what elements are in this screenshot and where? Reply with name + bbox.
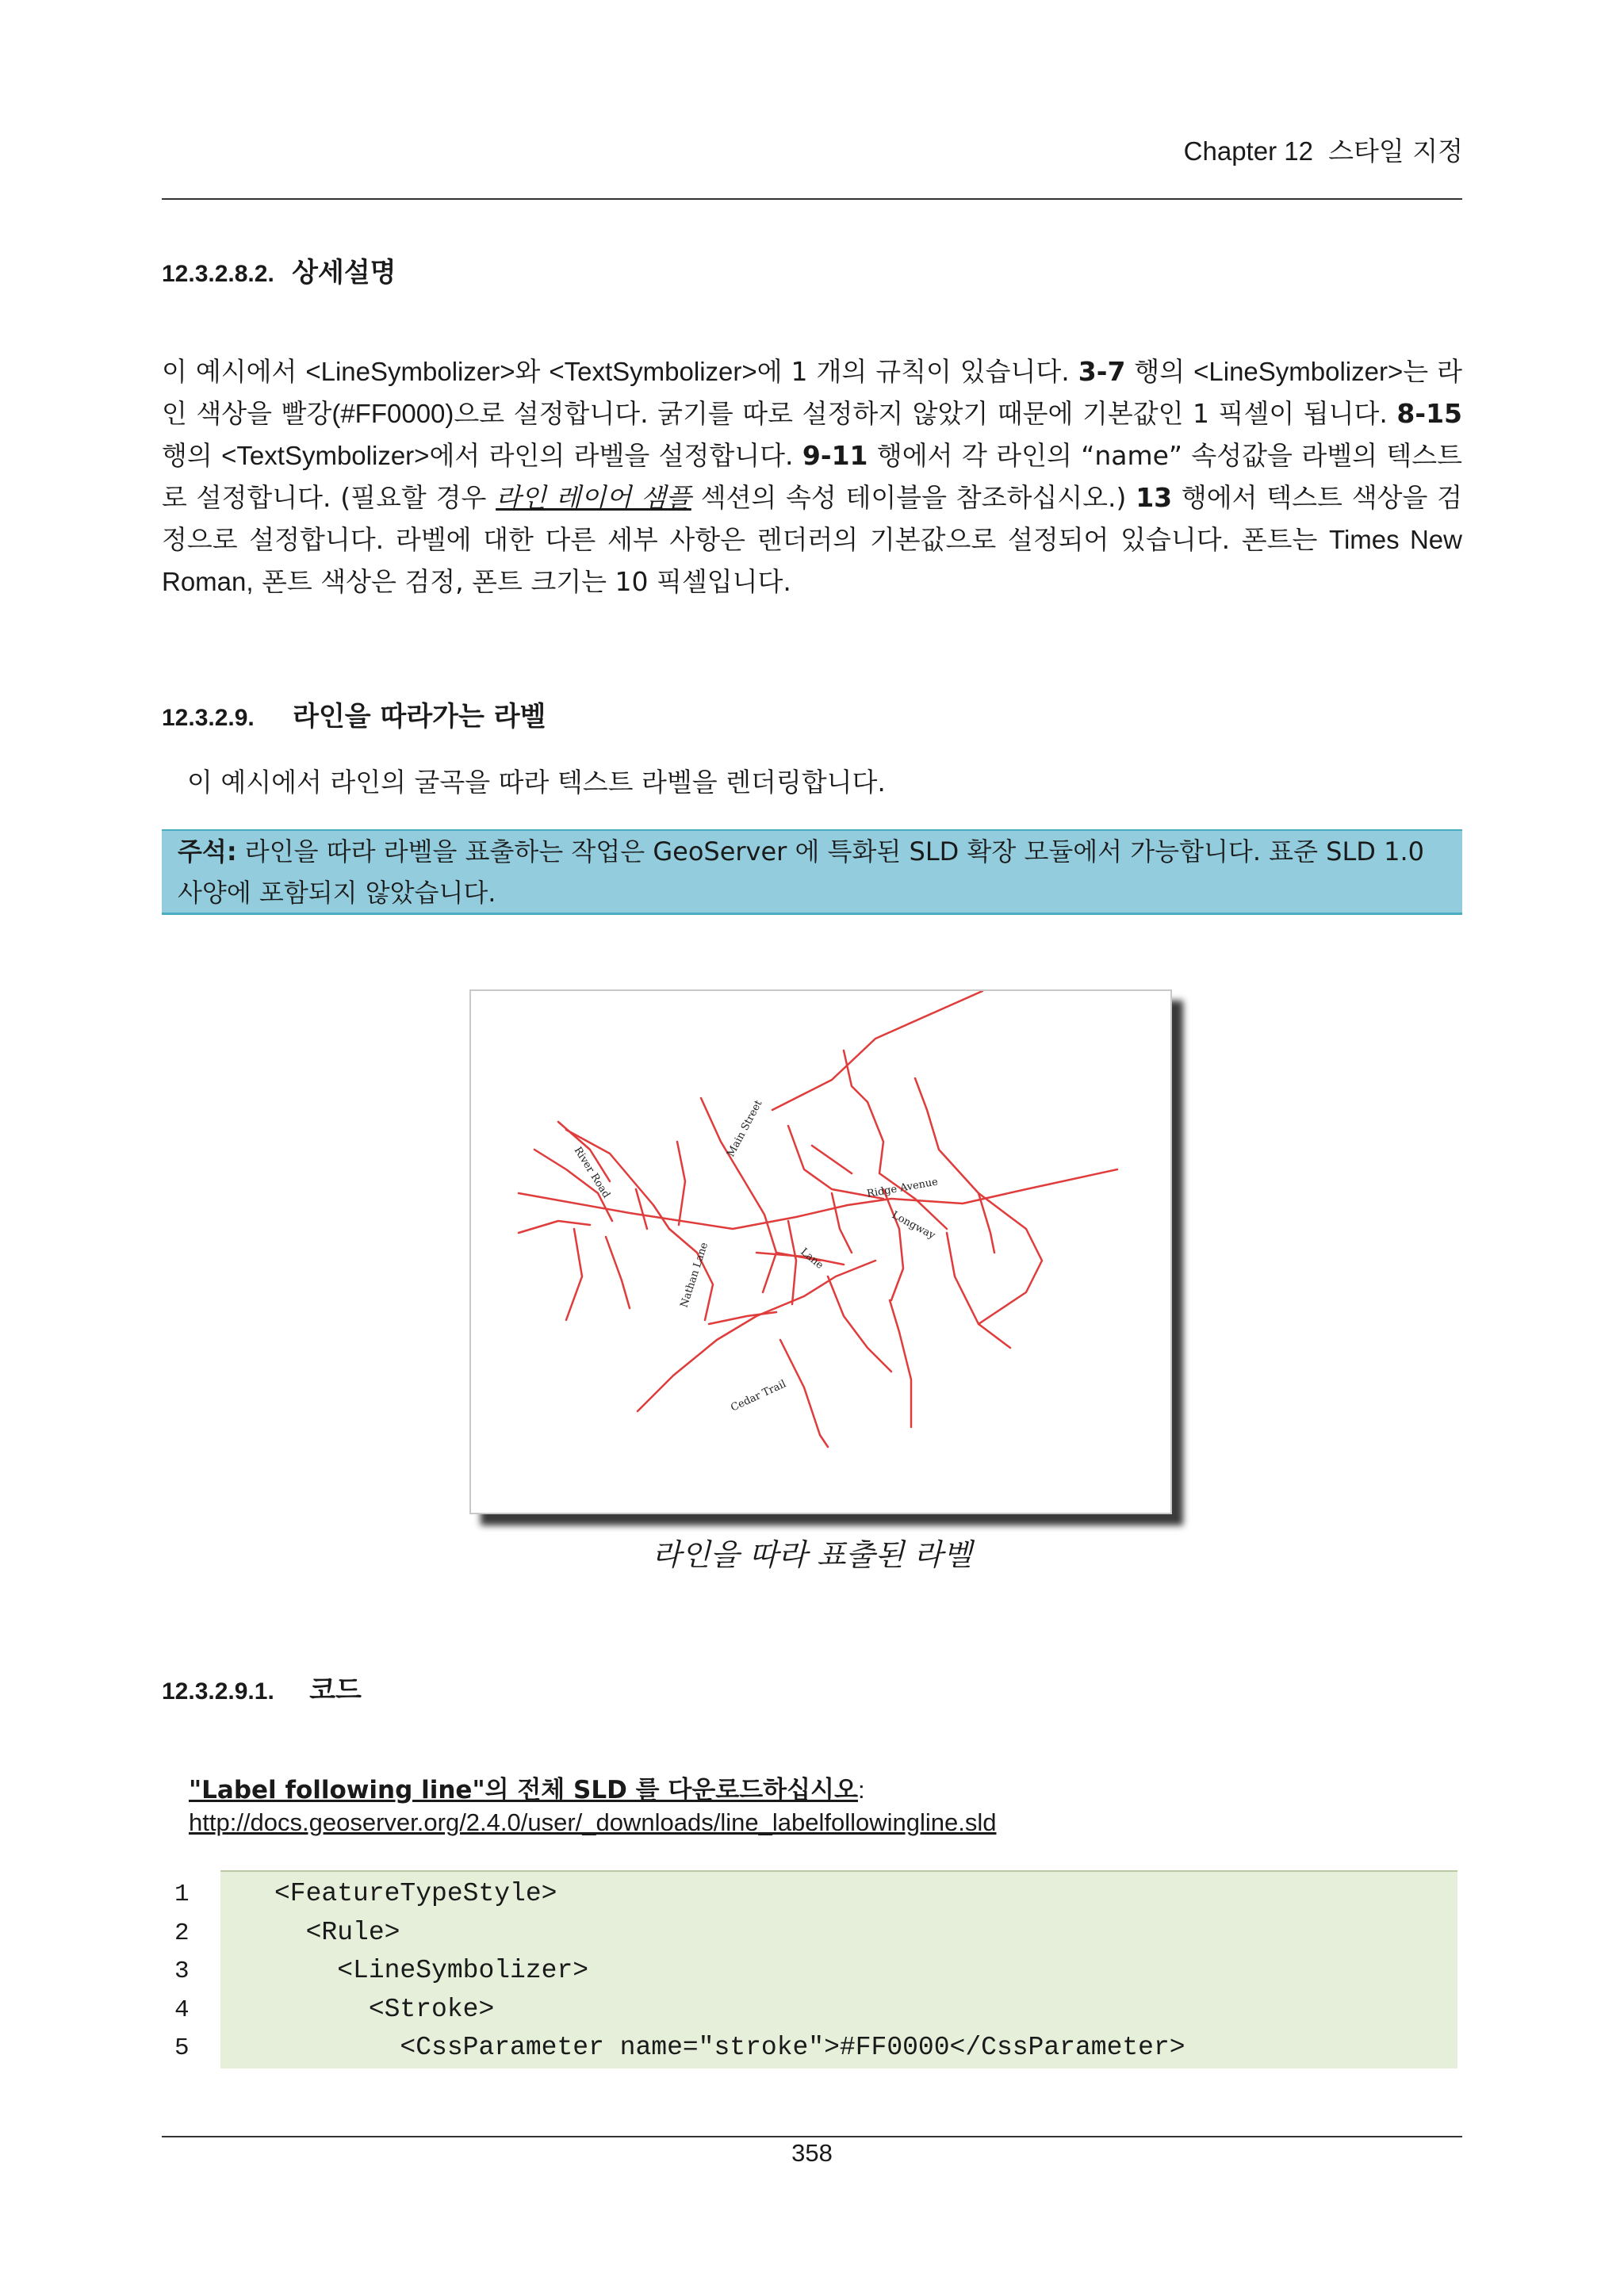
section-heading-12-3-2-8-2: [162, 251, 396, 289]
paragraph-segment: 는 라인 색상을 빨강: [162, 356, 1462, 429]
paragraph-segment: 행에서 각 라인의 “name” 속성값을 라벨의 텍스트로 설정합니다. (필요할 경우: [162, 440, 1462, 513]
section-number: 12.3.2.9.: [162, 705, 255, 731]
road-label: Longway: [890, 1209, 937, 1242]
download-block: [189, 1770, 996, 1837]
chapter-title: 스타일 지정: [1328, 136, 1463, 166]
road-line: [828, 1276, 891, 1372]
road-line: [709, 1312, 776, 1324]
header-rule: [162, 198, 1462, 200]
road-label: River Road: [571, 1145, 613, 1201]
road-label: Lane: [798, 1246, 825, 1272]
road-line: [606, 1237, 630, 1308]
code-line-number: 5: [174, 2034, 190, 2062]
page-number: 358: [791, 2139, 833, 2167]
road-line: [883, 1189, 903, 1300]
road-line: [890, 1300, 911, 1427]
paragraph-segment: 행에서 텍스트 색상을 검정으로 설정합니다. 라벨에 대한 다른 세부 사항은 렌더러의 기본값으로 설정되어 있습니다. 폰트는: [162, 482, 1462, 555]
map-figure: [469, 989, 1172, 1514]
paragraph-segment: 섹션의 속성 테이블을 참조하십시오.): [691, 482, 1136, 513]
paragraph-segment: 으로 설정합니다. 굵기를 따로 설정하지 않았기 때문에 기본값인 1 픽셀이 됩니다.: [454, 398, 1397, 429]
note-box: [162, 829, 1462, 915]
section-number: 12.3.2.8.2.: [162, 261, 274, 287]
paragraph-segment: <TextSymbolizer>: [549, 357, 757, 386]
code-line-number: 4: [174, 1996, 190, 2024]
figure-caption: 라인을 따라 표출된 라벨: [652, 1537, 972, 1572]
paragraph-segment: 와: [515, 356, 550, 387]
running-header: [983, 131, 1463, 168]
chapter-label: Chapter 12: [1183, 136, 1313, 166]
code-line: <CssParameter name="stroke">#FF0000</CssParameter>: [274, 2033, 1185, 2062]
paragraph-segment: 9-11: [802, 440, 868, 471]
code-line: <Stroke>: [274, 1994, 495, 2024]
download-colon: :: [857, 1776, 865, 1804]
code-line-number: 2: [174, 1919, 190, 1947]
road-line: [519, 1221, 590, 1233]
code-line-number: 1: [174, 1881, 190, 1908]
paragraph-segment: 행의: [162, 440, 222, 471]
section-title: 상세설명: [292, 257, 396, 289]
paragraph-segment: Times New Roman,: [162, 525, 1462, 596]
code-line-number: 3: [174, 1957, 190, 1985]
note-text: 라인을 따라 라벨을 표출하는 작업은 GeoServer 에 특화된 SLD 확장 모듈에서 가능합니다. 표준 SLD 1.0 사양에 포함되지 않았습니다.: [178, 836, 1425, 908]
footer-rule: [162, 2136, 1462, 2137]
line-label-map: [471, 991, 1170, 1513]
road-line: [638, 1296, 804, 1411]
download-url[interactable]: http://docs.geoserver.org/2.4.0/user/_downloads/line_labelfollowingline.sld: [189, 1808, 997, 1836]
road-line: [772, 991, 982, 1110]
section-title: 라인을 따라가는 라벨: [293, 701, 546, 733]
paragraph-segment: 이 예시에서: [162, 356, 306, 387]
download-link[interactable]: "Label following line"의 전체 SLD 를 다운로드하십시오: [189, 1776, 858, 1804]
paragraph-segment: <LineSymbolizer>: [305, 357, 515, 386]
road-line: [780, 1340, 828, 1447]
note-label: 주석:: [178, 836, 237, 867]
section-title: 코드: [309, 1674, 362, 1706]
road-line: [788, 1221, 796, 1304]
paragraph-segment: <TextSymbolizer>: [221, 441, 430, 470]
road-line: [677, 1142, 685, 1225]
intro-paragraph: 이 예시에서 라인의 굴곡을 따라 텍스트 라벨을 렌더링합니다.: [187, 767, 886, 798]
paragraph-segment: 폰트 색상은 검정, 폰트 크기는 10 픽셀입니다.: [253, 566, 791, 597]
section-heading-12-3-2-9: [162, 695, 546, 733]
road-line: [832, 1193, 852, 1253]
road-line: [979, 1193, 1042, 1324]
road-label: Cedar Trail: [729, 1378, 788, 1414]
section-number: 12.3.2.9.1.: [162, 1678, 274, 1705]
paragraph-segment: 에 1 개의 규칙이 있습니다.: [756, 356, 1078, 387]
road-line: [868, 1102, 947, 1229]
road-label: Main Street: [725, 1098, 765, 1159]
paragraph-segment: 13: [1136, 482, 1173, 513]
paragraph-segment: 행의: [1125, 356, 1194, 387]
road-line: [566, 1229, 582, 1320]
description-paragraph: [162, 350, 1462, 603]
road-label: Nathan Lane: [678, 1241, 711, 1310]
code-line: <LineSymbolizer>: [274, 1956, 589, 1985]
paragraph-segment: 에서 라인의 라벨을 설정합니다.: [429, 440, 802, 471]
code-line: <FeatureTypeStyle>: [274, 1879, 557, 1908]
paragraph-segment: <LineSymbolizer>: [1193, 357, 1404, 386]
section-heading-12-3-2-9-1: [162, 1668, 362, 1707]
road-line: [812, 1146, 852, 1173]
road-label: Ridge Avenue: [866, 1176, 940, 1200]
section-link[interactable]: 라인 레이어 샘플: [496, 482, 691, 513]
paragraph-segment: (#FF0000): [331, 399, 454, 428]
paragraph-segment: 8-15: [1396, 398, 1462, 429]
paragraph-segment: 3-7: [1078, 356, 1126, 387]
code-line: <Rule>: [274, 1917, 400, 1947]
road-line: [947, 1233, 1010, 1348]
